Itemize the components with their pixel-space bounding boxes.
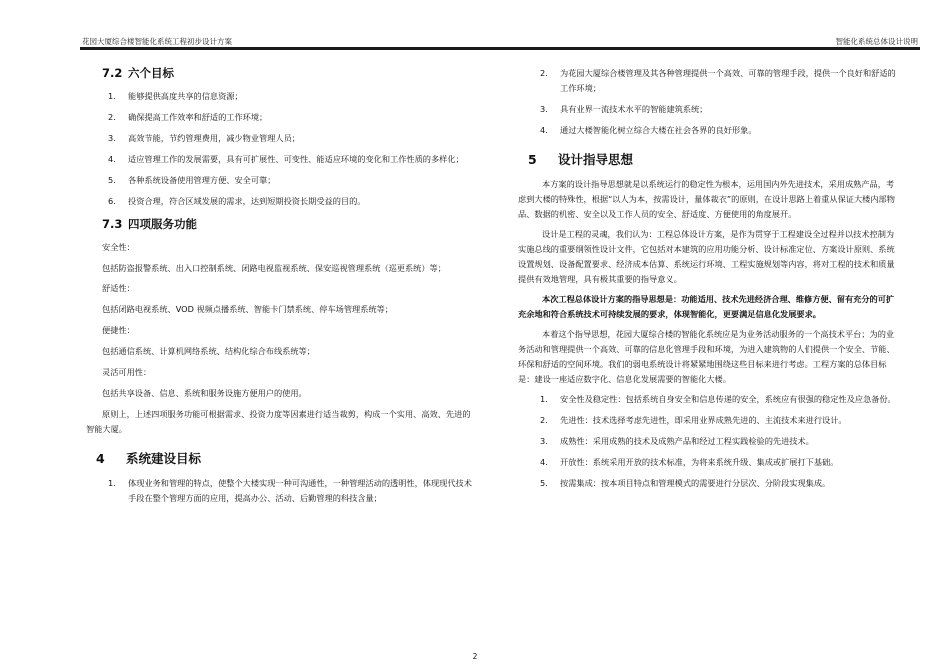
list-item [518,123,896,138]
convenient-text: 包括通信系统、计算机网络系统、结构化综合布线系统等； [102,346,315,356]
page-header [0,0,950,52]
list-item [86,194,472,209]
comfort-text: 包括闭路电视系统、VOD 视频点播系统、智能卡门禁系统、停车场管理系统等； [102,304,393,314]
section-title: 六个目标 [128,66,174,80]
item-number: 6. [108,196,116,206]
list-item [518,476,896,491]
item-text: 能够提供高度共享的信息资源； [128,91,243,101]
section-5-heading [528,152,896,167]
item-number: 2. [108,112,116,122]
guiding-principle-bold: 本次工程总体设计方案的指导思想是：功能适用、技术先进经济合理、维修方便、留有充分的可扩充余地和符合系统技术可持续发展的要求，体现智能化，更要满足信息化发展要求。 [518,294,895,319]
item-number: 3. [108,133,116,143]
item-number: 3. [540,436,548,446]
item-text: 为花园大厦综合楼管理及其各种管理提供一个高效、可靠的管理手段，提供一个良好和舒适的工作环境； [560,68,896,93]
list-item [518,413,896,428]
list-item [518,102,896,117]
list-item [86,152,472,167]
section-number: 7.2 [102,66,123,80]
header-section-title: 智能化系统总体设计说明 [835,37,918,46]
safety-label: 安全性： [102,242,135,252]
list-item [518,455,896,470]
item-text: 适应管理工作的发展需要，具有可扩展性、可变性、能适应环境的变化和工作性质的多样化； [128,154,464,164]
build-goals-list [86,476,472,506]
list-item [518,434,896,449]
item-text: 确保提高工作效率和舒适的工作环境； [128,112,268,122]
flexible-label: 灵活可用性： [102,367,152,377]
right-column [518,58,896,497]
item-number: 4. [108,154,116,164]
list-item [86,131,472,146]
flexible-text: 包括共享设备、信息、系统和服务设施方便用户的使用。 [102,388,307,398]
item-text: 高效节能，节约管理费用，减少物业管理人员； [128,133,300,143]
summary-paragraph: 原则上，上述四项服务功能可根据需求、投资力度等因素进行适当裁剪，构成一个实用、高效、先进的智能大厦。 [86,409,471,434]
item-number: 3. [540,104,548,114]
list-item [86,110,472,125]
item-number: 4. [540,125,548,135]
item-text: 各种系统设备使用管理方便、安全可靠； [128,175,276,185]
item-number: 2. [540,415,548,425]
item-text: 按需集成：按本项目特点和管理模式的需要进行分层次、分阶段实现集成。 [560,478,831,488]
header-rule [80,47,920,50]
item-text: 先进性：技术选择考虑先进性，即采用业界成熟先进的、主流技术来进行设计。 [560,415,847,425]
comfort-label: 舒适性： [102,283,135,293]
overall-goals-list [518,392,896,491]
list-item [518,392,896,407]
guiding-paragraph-2: 设计是工程的灵魂，我们认为：工程总体设计方案，是作为贯穿于工程建设全过程并以技术控制为实施总线的重要纲领性设计文件，它包括对本建筑的应用功能分析、设计标准定位、方案设计原则、系统设置规划、设备配置要求、经济成本估算、系统运行环境、工程实施规划等内容，将对工程的技术和质量提供有效地管理，具有极其重要的指导意义。 [518,229,895,284]
item-number: 5. [540,478,548,488]
guiding-paragraph-1: 本方案的设计指导思想就是以系统运行的稳定性为根本，运用国内外先进技术，采用成熟产品，考虑到大楼的特殊性，根据“以人为本，按需设计，量体裁衣”的原则，在设计思路上着重从保证大楼内部物品、数据的机密、安全以及工作人员的安全、舒适度、方便使用的角度展开。 [518,179,895,219]
item-number: 4. [540,457,548,467]
section-4-heading [96,451,472,466]
item-number: 2. [540,68,548,78]
list-item [86,89,472,104]
section-number: 7.3 [102,217,123,231]
item-text: 安全性及稳定性：包括系统自身安全和信息传递的安全，系统应有很强的稳定性及应急备份。 [560,394,896,404]
section-title: 系统建设目标 [126,451,202,466]
item-number: 1. [108,91,116,101]
six-goals-list [86,89,472,209]
list-item [518,66,896,96]
item-text: 成熟性：采用成熟的技术及成熟产品和经过工程实践检验的先进技术。 [560,436,814,446]
item-text: 通过大楼智能化树立综合大楼在社会各界的良好形象。 [560,125,757,135]
section-7-3-heading [102,217,472,232]
page-number: 2 [472,652,478,661]
item-text: 体现业务和管理的特点，使整个大楼实现一种可沟通性，一种管理活动的透明性，体现现代技术手段在整个管理方面的应用，提高办公、活动、后勤管理的科技含量； [128,478,472,503]
list-item [86,476,472,506]
section-number: 5 [528,152,537,167]
item-text: 投资合理，符合区域发展的需求，达到短期投资长期受益的目的。 [128,196,366,206]
section-title: 四项服务功能 [128,217,197,231]
item-number: 1. [108,478,116,488]
section-title: 设计指导思想 [558,152,634,167]
safety-text: 包括防盗报警系统、出入口控制系统、闭路电视监视系统、保安巡视管理系统（巡更系统）等； [102,263,446,273]
section-7-2-heading [102,66,472,81]
item-number: 1. [540,394,548,404]
item-text: 开放性：系统采用开放的技术标准，为将来系统升级、集成或扩展打下基础。 [560,457,839,467]
left-column [86,58,472,512]
section-number: 4 [96,451,105,466]
item-number: 5. [108,175,116,185]
list-item [86,173,472,188]
item-text: 具有业界一流技术水平的智能建筑系统； [560,104,708,114]
guiding-paragraph-4: 本着这个指导思想，花园大厦综合楼的智能化系统应是为业务活动服务的一个高技术平台；为的业务活动和管理提供一个高效、可靠的信息化管理手段和环境，为进入建筑物的人们提供一个安全、节能、环保和舒适的空间环境。我们的弱电系统设计将紧紧地围绕这些目标来进行考虑。工程方案的总体目标是：建设一座适应数字化、信息化发展需要的智能化大楼。 [518,329,895,384]
build-goals-list-continued [518,66,896,138]
convenient-label: 便捷性： [102,325,135,335]
header-doc-title: 花园大厦综合楼智能化系统工程初步设计方案 [82,37,232,46]
